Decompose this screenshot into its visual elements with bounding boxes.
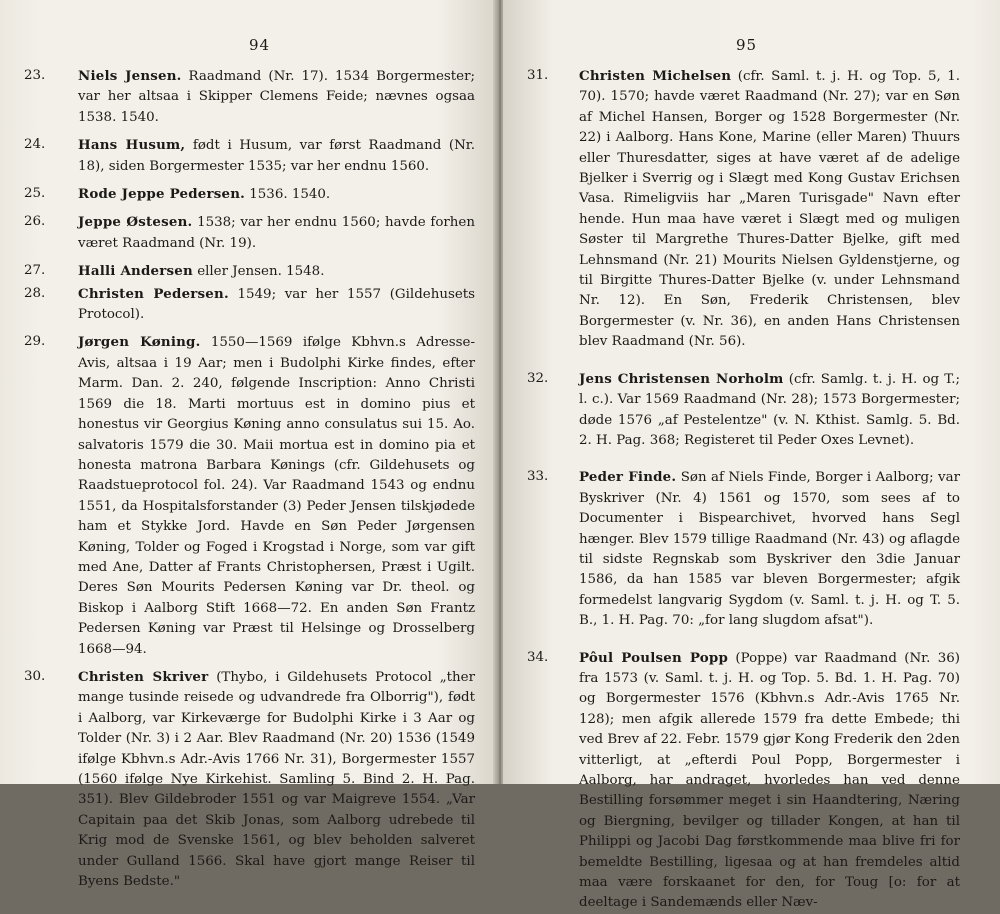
- entry: [24, 135, 475, 177]
- entry-name: Peder Finde.: [579, 469, 677, 486]
- entry-text: født i Husum, var først Raadmand (Nr. 18), siden Borgermester 1535; var her endnu 1560.: [78, 138, 475, 174]
- entry: [527, 467, 960, 631]
- entry-text: 1536. 1540.: [249, 187, 331, 203]
- entry: [24, 261, 475, 282]
- entry-number: 30.: [24, 668, 46, 684]
- entry-name: Jens Christensen Norholm: [579, 370, 784, 387]
- right-page: [503, 0, 1000, 911]
- entry: [527, 369, 960, 452]
- entry-number: 29.: [24, 334, 46, 350]
- entry: [24, 332, 475, 660]
- entry-text: 1550—1569 ifølge Kbhvn.s Adresse-Avis, altsaa i 19 Aar; men i Budolphi Kirke findes, efter Marm. Dan. 2. 240, følgende Inscription: Anno Christi 1569 die 18. Marti mortuus est in domino pius et honestus vir Georgius Køning anno consulatus sui 15. Ao. salvatoris 1579 die 30. Maii mortua est in domino pia et honesta matrona Barbara Kønings (cfr. Gildehusets og Raadstueprotocol fol. 24). Var Raadmand 1543 og endnu 1551, da Hospitalsforstander (3) Peder Jensen tilskjødede ham et Stykke Jord. Havde en Søn Peder Jørgensen Køning, Tolder og Foged i Krogstad i Norge, som var gift med Ane, Datter af Frants Christophersen, Præst i Ugilt. Deres Søn Mourits Pedersen Køning var Dr. theol. og Biskop i Aalborg Stift 1668—72. En anden Søn Frantz Pedersen Køning var Præst til Helsinge og Drosselberg 1668—94.: [78, 335, 475, 657]
- entry-name: Niels Jensen.: [78, 68, 182, 84]
- entry-text: Raadmand (Nr. 17). 1534 Borgermester; var her altsaa i Skipper Clemens Feide; nævnes ogsaa 1538. 1540.: [78, 69, 476, 125]
- entry-number: 33.: [527, 469, 549, 485]
- entry-number: 28.: [24, 285, 46, 301]
- entry-text: Søn af Niels Finde, Borger i Aalborg; var Byskriver (Nr. 4) 1561 og 1570, som sees af to Documenter i Bispearchivet, hvorved hans Segl hænger. Blev 1579 tillige Raadmand (Nr. 43) og aflagde til sidste Regnskab som Byskriver den 3die Januar 1586, da han 1585 var bleven Borgermester; afgik formedelst langvarig Sygdom (v. Saml. t. j. H. og T. 5. B., 1. H. Pag. 70: „for lang slugdom afsat").: [579, 470, 960, 629]
- entry-text: eller Jensen. 1548.: [197, 264, 325, 280]
- entry: [24, 66, 476, 128]
- entry: [527, 66, 960, 353]
- entry: [24, 284, 475, 326]
- page-number: 95: [735, 36, 758, 54]
- entry: [24, 667, 475, 892]
- entry-number: 26.: [24, 214, 46, 230]
- entry-name: Halli Andersen: [78, 263, 193, 280]
- entry: [24, 212, 475, 254]
- entry-name: Christen Pedersen.: [78, 285, 229, 302]
- entry-name: Pôul Poulsen Popp: [579, 649, 729, 666]
- entry-number: 23.: [24, 68, 46, 83]
- entry-name: Christen Skriver: [78, 668, 209, 685]
- entry-text: 1538; var her endnu 1560; havde forhen været Raadmand (Nr. 19).: [78, 215, 475, 251]
- entry-text: (cfr. Saml. t. j. H. og Top. 5, 1. 70). 1570; havde været Raadmand (Nr. 27); var en Søn af Michel Hansen, Borger og 1528 Borgermester (Nr. 22) i Aalborg. Hans Kone, Marine (eller Maren) Thuurs eller Thuresdatter, siges at have været af de adelige Bjelker i Sverrig og i Slægt med Kong Gustav Erichsen Vasa. Rimeligviis har „Maren Turisgade" Navn efter hende. Hun maa have været i Slægt med og muligen Søster til Margrethe Thures-Datter Bjelke, gift med Lehnsmand (Nr. 21) Mourits Nielsen Gyldenstjerne, og til Birgitte Thures-Datter Bjelke (v. under Lehnsmand Nr. 12). En Søn, Frederik Christensen, blev Borgermester (v. Nr. 36), en anden Hans Christensen blev Raadmand (Nr. 56).: [579, 69, 960, 350]
- entry-name: Christen Michelsen: [579, 68, 732, 84]
- entry-name: Rode Jeppe Pedersen.: [78, 186, 245, 203]
- entry-name: Jeppe Østesen.: [78, 214, 193, 231]
- entry-text: 1549; var her 1557 (Gildehusets Protocol).: [78, 286, 475, 323]
- entry-number: 24.: [24, 137, 46, 153]
- entry-number: 32.: [527, 370, 549, 386]
- entry: [527, 648, 960, 914]
- entry-text: (Thybo, i Gildehusets Protocol „ther mange tusinde reisede og udvandrede fra Olborrig"), født i Aalborg, var Kirkeværge for Budolphi Kirke i 3 Aar og Tolder (Nr. 3) i 2 Aar. Blev Raadmand (Nr. 20) 1536 (1549 ifølge Kbhvn.s Adr.-Avis 1766 Nr. 31), Borgermester 1557 (1560 ifølge Nye Kirkehist. Samling 5. Bind 2. H. Pag. 351). Blev Gildebroder 1551 og var Maigreve 1554. „Var Capitain paa det Skib Jonas, som Aalborg udrebede til Krig mod de Svenske 1561, og blev beholden salveret under Gulland 1566. Skal have gjort mange Reiser til Byens Bedste.": [78, 669, 475, 890]
- entry: [24, 184, 475, 205]
- entry-name: Jørgen Køning.: [78, 334, 201, 351]
- entry-number: 25.: [24, 186, 46, 202]
- entry-text: (Poppe) var Raadmand (Nr. 36) fra 1573 (v. Saml. t. j. H. og Top. 5. Bd. 1. H. Pag. 70) og Borgermester 1576 (Kbhvn.s Adr.-Avis 1765 Nr. 128); men afgik allerede 1579 fra dette Embede; thi ved Brev af 22. Febr. 1579 gjør Kong Frederik den 2den vitterligt, at „efterdi Poul Popp, Borgermester i Aalborg, har andraget, hvorledes han ved denne Bestilling forsømmer meget i sin Haandtering, Næring og Biergning, bevilger og tillader Kongen, at han til Philippi og Jacobi Dag førstkommende maa blive fri for bemeldte Bestilling, ligesaa og at han fremdeles altid maa være forskaanet for den, for Toug [o: for at deeltage i Sandemænds eller Næv-: [579, 650, 960, 911]
- left-page: [0, 0, 497, 890]
- entry-text: (cfr. Samlg. t. j. H. og T.; l. c.). Var 1569 Raadmand (Nr. 28); 1573 Borgermester; døde 1576 „af Pestelentze" (v. N. Kthist. Samlg. 5. Bd. 2. H. Pag. 368; Registeret til Peder Oxes Levnet).: [579, 371, 960, 448]
- page-number: 94: [248, 36, 271, 54]
- entry-number: 27.: [24, 263, 46, 279]
- entry-number: 34.: [527, 649, 549, 665]
- entry-number: 31.: [527, 68, 549, 83]
- entry-name: Hans Husum,: [78, 137, 186, 154]
